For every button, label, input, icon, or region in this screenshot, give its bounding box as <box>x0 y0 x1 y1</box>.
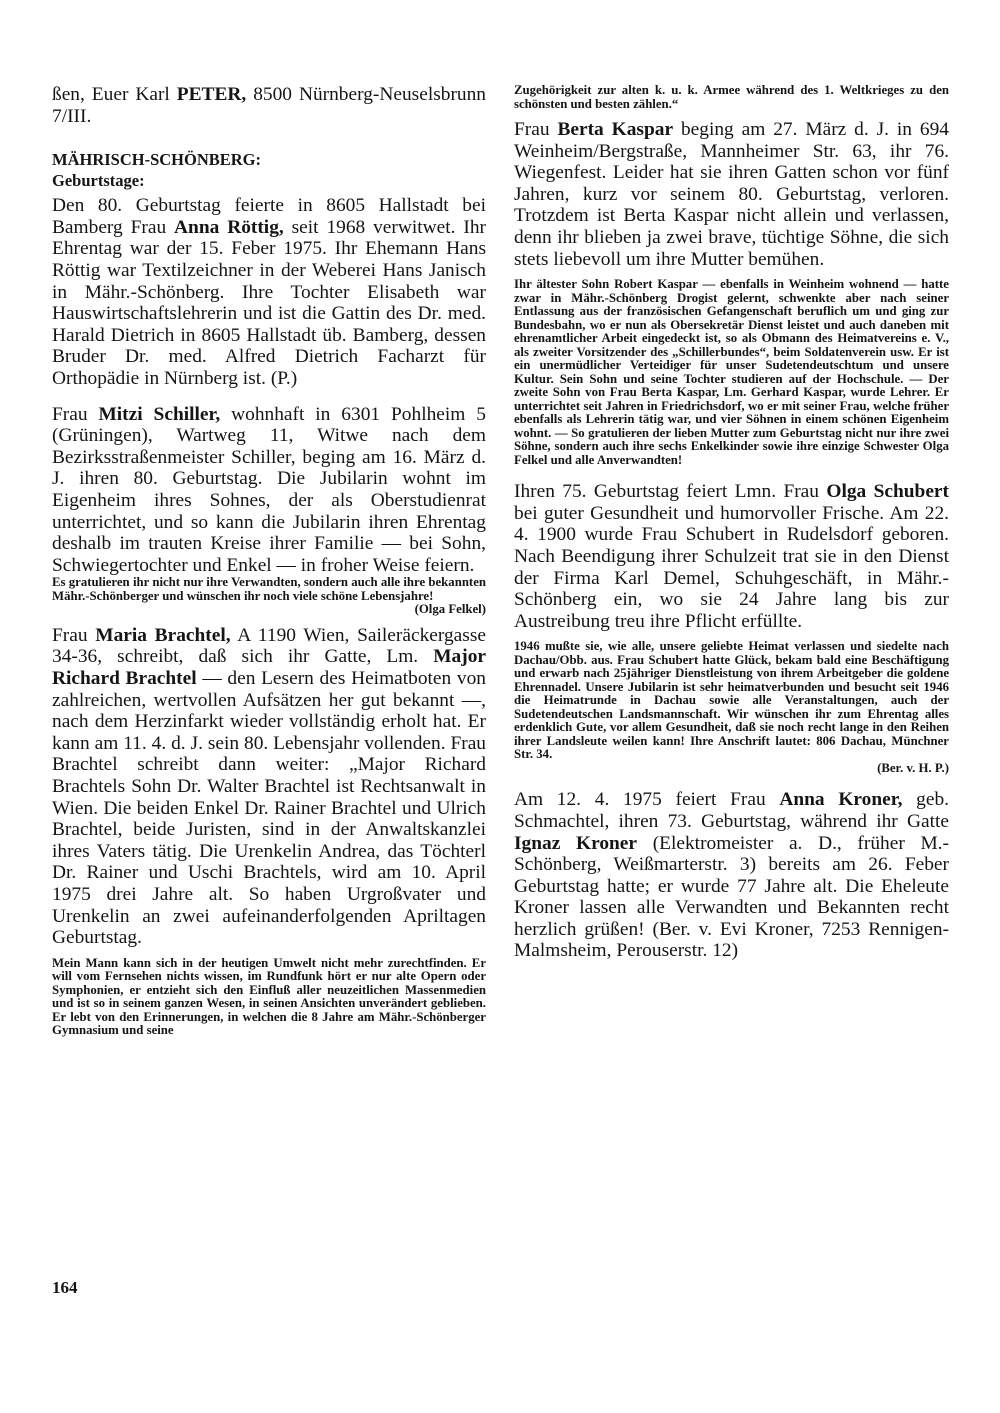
kaspar-small-text: Ihr ältester Sohn Robert Kaspar — ebenfalls in Weinheim wohnend — hatte zwar in Mähr.-Schönberg Drogist gelernt, schwenkte aber nach seiner Entlassung aus der französischen Gefangenschaft beruflich um und ging zur Bundesbahn, wo er nun als Obersekretär Dienst leistet und auch daneben mit ehrenamtlicher Arbeit eingedeckt ist, so als Obmann des Heimatvereins e. V., als zweiter Vorsitzender des „Schillerbundes“, beim Soldatenverein usw. Er ist ein unermüdlicher Verteidiger für unser Sudetendeutschtum und unsere Kultur. Sein Sohn und seine Tochter studieren auf der Hochschule. — Der zweite Sohn von Frau Berta Kaspar, Lm. Gerhard Kaspar, wurde Lehrer. Er unterrichtet seit Jahren in Friedrichsdorf, wo er mit seiner Frau, welche früher ebenfalls als Lehrerin tätig war, und vier Söhnen in einem schönen Eigenheim wohnt. — So gratulieren der lieben Mutter zum Geburtstag nicht nur ihre zwei Söhne, sondern auch ihre sechs Enkelkinder sowie ihre einzige Schwester Olga Felkel und alle Anverwandten! <box>514 277 949 467</box>
section-heading: MÄHRISCH-SCHÖNBERG: <box>52 150 262 170</box>
name-richard-brachtel: Major Richard Brachtel <box>52 646 486 689</box>
schiller-signature: (Olga Felkel) <box>414 602 486 617</box>
page-number: 164 <box>52 1278 78 1297</box>
brachtel-small-text: Mein Mann kann sich in der heutigen Umwelt nicht mehr zurechtfinden. Er will vom Fernsehen nichts wissen, im Rundfunk hört er nur alte Opern oder Symphonien, er entzieht sich den Einfluß aller neuzeitlichen Massenmedien und ist so in seinem ganzen Wesen, in seinen Ansichten unverändert geblieben. Er lebt von den Erinnerungen, in welchen die 8 Jahre am Mähr.-Schönberger Gymnasium und seine <box>52 955 486 1038</box>
peter-closing-paragraph: ßen, Euer Karl PETER, 8500 Nürnberg-Neuselsbrunn 7/III. <box>52 84 486 127</box>
name-anna-roettig: Anna Röttig, <box>174 216 284 238</box>
schubert-small-text: 1946 mußte sie, wie alle, unsere geliebte Heimat verlassen und siedelte nach Dachau/Obb. aus. Frau Schubert hatte Glück, bekam bald eine Beschäftigung und erwarb nach 25jähriger Dienstleistung von ihrem Arbeitgeber die goldene Ehrennadel. Unsere Jubilarin ist sehr heimatverbunden und besucht seit 1946 die Heimatrunde in Dachau sowie alle Veranstaltungen, auch der Sudetendeutschen Landsmannschaft. Wir wünschen ihr zum Ehrentag alles erdenklich Gute, vor allem Gesundheit, daß sie noch recht lange in den Reihen ihrer Landsleute weilen kann! Ihre Anschrift lautet: 806 Dachau, Münchner Str. 34. <box>514 639 949 762</box>
section-subheading: Geburtstage: <box>52 171 145 191</box>
name-berta-kaspar: Berta Kaspar <box>557 119 674 140</box>
left-column <box>52 84 486 1038</box>
name-olga-schubert: Olga Schubert <box>826 481 950 503</box>
kroner-paragraph: Am 12. 4. 1975 feiert Frau Anna Kroner, geb. Schmachtel, ihren 73. Geburtstag, während ihr Gatte Ignaz Kroner (Elektromeister a. D., früher M.-Schönberg, Weißmarterstr. 3) bereits am 26. Feber Geburtstag hatte; er wurde 77 Jahre alt. Die Eheleute Kroner lassen alle Verwandten und Bekannten recht herzlich grüßen! (Ber. v. Evi Kroner, 7253 Rennigen-Malmsheim, Perouserstr. 12) <box>514 789 949 962</box>
brachtel-paragraph: Frau Maria Brachtel, A 1190 Wien, Saileräckergasse 34-36, schreibt, daß sich ihr Gatte, Lm. Major Richard Brachtel — den Lesern des Heimatboten von zahlreichen, wertvollen Aufsätzen her gut bekannt —, nach dem Herzinfarkt wieder vollständig erholt hat. Er kann am 11. 4. d. J. sein 80. Lebensjahr vollenden. Frau Brachtel schreibt dann weiter: „Major Richard Brachtels Sohn Dr. Walter Brachtel ist Rechtsanwalt in Wien. Die beiden Enkel Dr. Rainer Brachtel und Ulrich Brachtel, beide Juristen, sind in der Anwaltskanzlei ihres Vaters tätig. Die Urenkelin Andrea, das Töchterl Dr. Rainer und Uschi Brachtels, wird am 10. April 1975 drei Jahre alt. So haben Urgroßvater und Urenkelin an zwei aufeinanderfolgenden Apriltagen Geburtstag. <box>52 624 486 949</box>
brachtel-continuation: Zugehörigkeit zur alten k. u. k. Armee während des 1. Weltkrieges zu den schönsten und besten zählen.“ <box>514 83 949 111</box>
schiller-small-text: Es gratulieren ihr nicht nur ihre Verwandten, sondern auch alle ihre bekannten Mähr.-Schönberger und wünschen ihr noch viele schöne Lebensjahre! <box>52 575 486 603</box>
name-ignaz-kroner: Ignaz Kroner <box>514 832 638 854</box>
roettig-paragraph: Den 80. Geburtstag feierte in 8605 Hallstadt bei Bamberg Frau Anna Röttig, seit 1968 verwitwet. Ihr Ehrentag war der 15. Feber 1975. Ihr Ehemann Hans Röttig war Textilzeichner in der Weberei Hans Janisch in Mähr.-Schönberg. Ihre Tochter Elisabeth war Hauswirtschaftslehrerin und ist die Gattin des Dr. med. Harald Dietrich in 8605 Hallstadt üb. Bamberg, dessen Bruder Dr. med. Alfred Dietrich Facharzt für Orthopädie in Nürnberg ist. (P.) <box>52 195 486 389</box>
name-mitzi-schiller: Mitzi Schiller, <box>98 403 221 425</box>
kaspar-paragraph: Frau Berta Kaspar beging am 27. März d. J. in 694 Weinheim/Bergstraße, Mannheimer Str. 63, ihr 76. Wiegenfest. Leider hat sie ihren Gatten schon vor fünf Jahren, kurz vor seinem 80. Geburtstag, verloren. Trotzdem ist Berta Kaspar nicht allein und verlassen, denn ihr blieben ja zwei brave, tüchtige Söhne, die sich stets liebevoll um ihre Mutter bemühen. <box>514 119 949 270</box>
right-column <box>514 84 949 962</box>
name-karl-peter: PETER, <box>176 84 247 105</box>
schubert-paragraph: Ihren 75. Geburtstag feiert Lmn. Frau Olga Schubert bei guter Gesundheit und humorvoller Frische. Am 22. 4. 1900 wurde Frau Schubert in Rudelsdorf geboren. Nach Beendigung ihrer Schulzeit trat sie in den Dienst der Firma Karl Demel, Schuhgeschäft, in Mähr.-Schönberg ein, wo sie 24 Jahre lang bis zur Austreibung treu ihre Pflicht erfüllte. <box>514 481 950 632</box>
name-maria-brachtel: Maria Brachtel, <box>95 624 231 646</box>
name-anna-kroner: Anna Kroner, <box>779 789 903 811</box>
schubert-signature: (Ber. v. H. P.) <box>877 760 949 775</box>
schiller-paragraph: Frau Mitzi Schiller, wohnhaft in 6301 Pohlheim 5 (Grüningen), Wartweg 11, Witwe nach dem Bezirksstraßenmeister Schiller, beging am 16. März d. J. ihren 80. Geburtstag. Die Jubilarin wohnt im Eigenheim ihres Sohnes, der als Oberstudienrat unterrichtet, und so kann die Jubilarin ihren Ehrentag deshalb im trauten Kreise ihrer Familie — bei Sohn, Schwiegertochter und Enkel — in froher Weise feiern. <box>52 403 486 576</box>
